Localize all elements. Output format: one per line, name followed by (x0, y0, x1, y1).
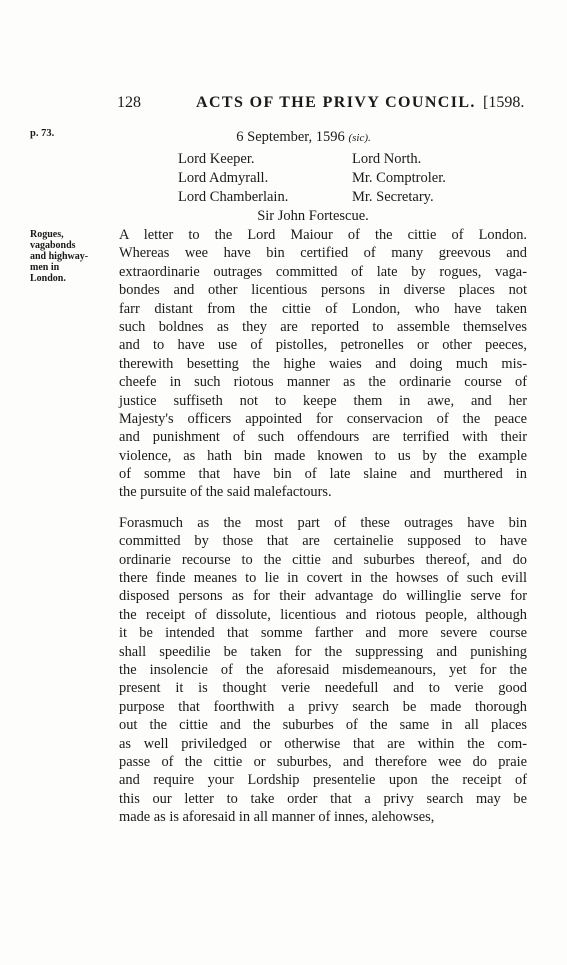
text-line: Whereas wee have bin certified of many greevous and (119, 245, 527, 262)
text-line: the pursuite of the said malefactours. (119, 484, 332, 501)
text-line: present it is thought verie needefull and to verie good (119, 680, 527, 697)
text-line: therewith besetting the highe waies and doing much mis- (119, 355, 527, 372)
text-line: passe of the cittie or suburbes, and therefore wee do praie (119, 753, 527, 770)
text-line: justice suffiseth not to keepe them in awe, and her (119, 392, 527, 409)
body-text (119, 226, 527, 827)
text-line: as well priviledged or otherwise that are within the com- (119, 735, 527, 752)
text-line: made as is aforesaid in all manner of innes, alehowses, (119, 809, 435, 826)
paragraph-letter (119, 226, 527, 502)
attendee-row (178, 169, 478, 188)
text-line: and punishment of such offendours are terrified with their (119, 429, 527, 446)
margin-note-line: and highway- (30, 251, 89, 262)
page-header (0, 94, 567, 116)
header-year: [1598. (483, 94, 525, 111)
attendee: Lord Chamberlain. (178, 189, 289, 205)
margin-page-reference: p. 73. (30, 128, 55, 139)
sic-note: (sic). (348, 132, 371, 144)
text-line: and require your Lordship presentelie upon the receipt of (119, 772, 527, 789)
attendee: Mr. Secretary. (352, 189, 434, 205)
margin-note (30, 229, 102, 284)
text-line: A letter to the Lord Maiour of the cittie of London. (119, 227, 527, 243)
margin-note-line: men in (30, 262, 60, 273)
paragraph-forasmuch (119, 514, 527, 827)
text-line: violence, as hath bin made knowen to us by the example (119, 447, 527, 464)
text-line: the insolencie of the aforesaid misdemeanours, yet for the (119, 661, 527, 678)
attendee-row (178, 188, 478, 207)
text-line: Majesty's officers appointed for conservacion of the peace (119, 410, 527, 427)
meeting-date-text: 6 September, 1596 (236, 129, 345, 145)
running-title: ACTS OF THE PRIVY COUNCIL. (196, 94, 476, 111)
text-line: such boldnes as they are reported to assemble themselves (119, 318, 527, 335)
text-line: shall speedilie be taken for the suppressing and punishing (119, 643, 527, 660)
page-number: 128 (117, 94, 141, 111)
attendee-list (178, 150, 478, 226)
margin-note-line: Rogues, (30, 229, 64, 240)
text-line: cheefe in such riotous manner as the ordinarie course of (119, 374, 527, 391)
meeting-date (0, 129, 567, 146)
text-line: purpose that foorthwith a privy search be made thorough (119, 698, 527, 715)
text-line: bondes and other licentious persons in diverse places not (119, 282, 527, 299)
attendee: Lord North. (352, 151, 422, 167)
text-line: committed by those that are certainelie supposed to have (119, 533, 527, 550)
margin-note-line: vagabonds (30, 240, 76, 251)
text-line: there finde meanes to lie in covert in the howses of such evill (119, 570, 527, 587)
attendee: Lord Keeper. (178, 151, 255, 167)
text-line: of somme that have bin of late slaine and murthered in (119, 466, 527, 483)
attendee-row (178, 207, 478, 226)
text-line: disposed persons as for their advantage do willinglie serve for (119, 588, 527, 605)
text-line: and to have use of pistolles, petronelles or other peeces, (119, 337, 527, 354)
text-line: farr distant from the cittie of London, who have taken (119, 300, 527, 317)
attendee: Mr. Comptroler. (352, 170, 446, 186)
text-line: ordinarie recourse to the cittie and suburbes thereof, and do (119, 551, 527, 568)
attendee: Lord Admyrall. (178, 170, 269, 186)
text-line: extraordinarie outrages committed of late by rogues, vaga- (119, 263, 527, 280)
margin-note-line: London. (30, 273, 66, 284)
text-line: out the cittie and the suburbes of the same in all places (119, 717, 527, 734)
text-line: this our letter to take order that a privy search may be (119, 790, 527, 807)
attendee-row (178, 150, 478, 169)
text-line: it be intended that somme farther and more severe course (119, 625, 527, 642)
text-line: the receipt of dissolute, licentious and riotous people, although (119, 606, 527, 623)
attendee: Sir John Fortescue. (257, 208, 369, 224)
text-line: Forasmuch as the most part of these outrages have bin (119, 514, 527, 531)
